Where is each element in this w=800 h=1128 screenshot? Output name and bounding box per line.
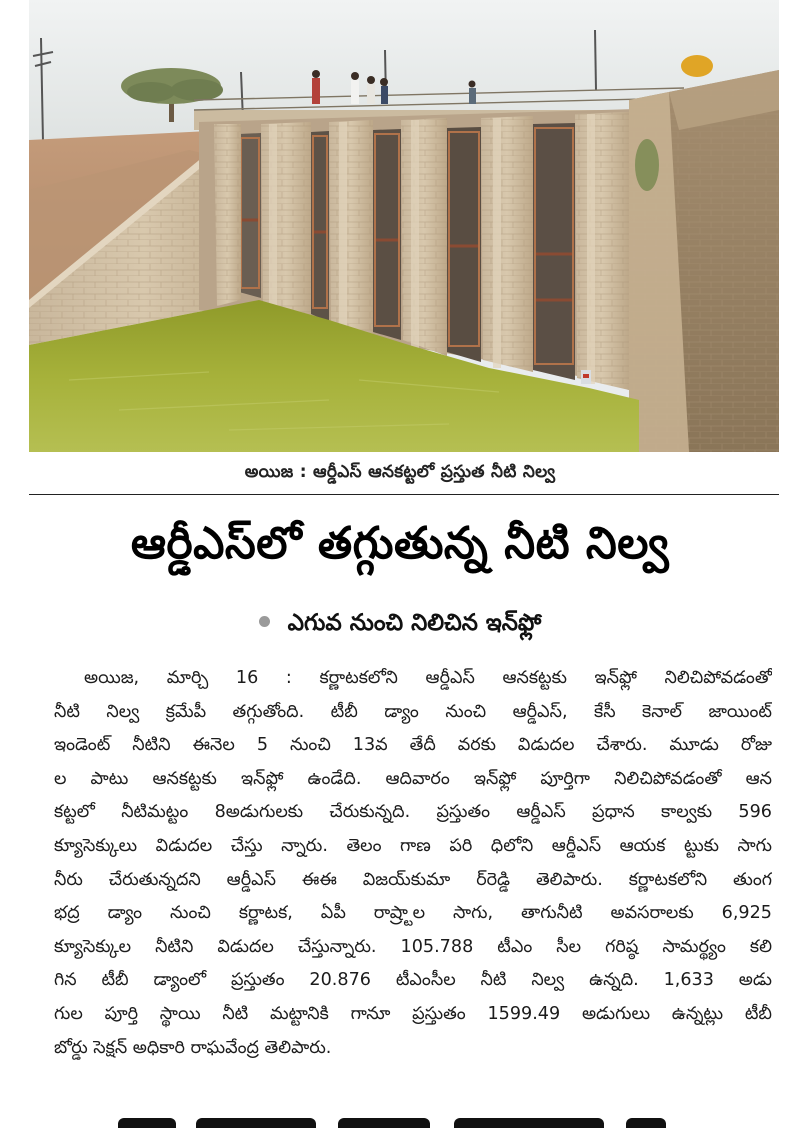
subheadline <box>0 606 800 640</box>
subheadline-text: ఎగువ నుంచి నిలిచిన ఇన్‌ఫ్లో <box>287 610 542 636</box>
body-line: క్యూసెక్కుల నీటిని విడుదల చేస్తున్నారు. 105.788 టీఎం సీల గరిష్ఠ సామర్థ్యం కలి <box>54 936 772 957</box>
bullet-icon <box>259 616 270 627</box>
shrub <box>635 139 659 191</box>
body-line: గిన టీబీ డ్యాంలో ప్రస్తుతం 20.876 టీఎంసీల నీటి నిల్వ ఉన్నది. 1,633 అడు <box>54 970 772 991</box>
body-line: బోర్డు సెక్షన్‌ అధికారి రాఘవేంద్ర తెలిపారు. <box>54 1037 332 1058</box>
caption-divider <box>29 494 779 495</box>
barrage-illustration <box>29 0 779 452</box>
body-line: గుల పూర్తి స్థాయి నీటి మట్టానికి గానూ ప్రస్తుతం 1599.49 అడుగులు ఉన్నట్లు టీబీ <box>54 1003 772 1024</box>
article-body <box>54 662 772 1065</box>
body-line: అయిజ, మార్చి 16 : కర్ణాటకలోని ఆర్డీఎస్‌ ఆనకట్టకు ఇన్‌ఫ్లో నిలిచిపోవడంతో <box>84 668 772 688</box>
body-line: ఇండెంట్‌ నీటిని ఈనెల 5 నుంచి 13వ తేదీ వరకు విడుదల చేశారు. మూడు రోజు <box>54 735 772 756</box>
body-line: ల పాటు ఆనకట్టకు ఇన్‌ఫ్లో ఉండేది. ఆదివారం ఇన్‌ఫ్లో పూర్తిగా నిలిచిపోవడంతో ఆన <box>54 768 772 789</box>
body-line: భద్ర డ్యాం నుంచి కర్ణాటక, ఏపీ రాష్ర్టాల సాగు, తాగునీటి అవసరాలకు 6,925 <box>54 903 772 924</box>
photo-caption: అయిజ : ఆర్డీఎస్‌ ఆనకట్టలో ప్రస్తుత నీటి నిల్వ <box>244 462 556 482</box>
body-line: నీటి నిల్వ క్రమేపీ తగ్గుతోంది. టీబీ డ్యాం నుంచి ఆర్డీఎస్‌, కేసీ కెనాల్‌ జాయింట్‌ <box>54 701 772 722</box>
body-line: కట్టలో నీటిమట్టం 8అడుగులకు చేరుకున్నది. ప్రస్తుతం ఆర్డీఎస్‌ ప్రధాన కాల్వకు 596 <box>54 802 772 823</box>
body-line: క్యూసెక్కులు విడుదల చేస్తు న్నారు. తెలం గాణ పరి ధిలోని ఆర్డీఎస్‌ ఆయక ట్టుకు సాగు <box>54 835 772 856</box>
news-photo-barrage <box>29 0 779 452</box>
headline: ఆర్డీఎస్‌లో తగ్గుతున్న నీటి నిల్వ <box>130 518 670 569</box>
next-article-headline-cutoff <box>0 1112 800 1128</box>
body-line: నీరు చేరుతున్నదని ఆర్డీఎస్‌ ఈఈ విజయ్‌కుమా ర్‌రెడ్డి తెలిపారు. కర్ణాటకలోని తుంగ <box>54 869 772 890</box>
